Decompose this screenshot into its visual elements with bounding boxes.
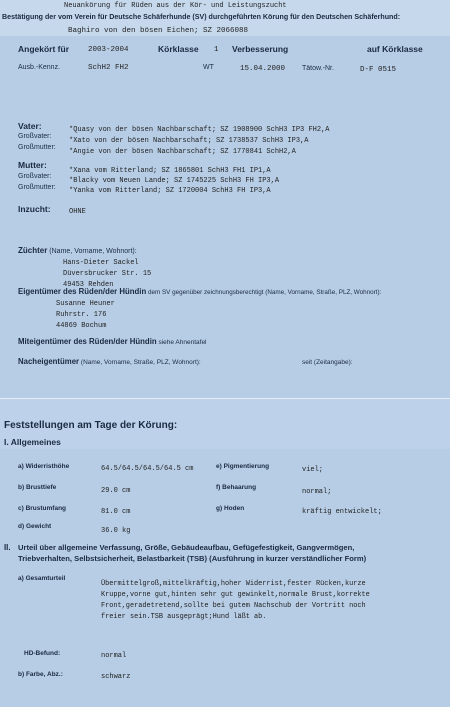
zuechter-line1: Hans-Dieter Sackel <box>63 259 139 267</box>
gewicht-label: d) Gewicht <box>18 523 52 530</box>
vater-value: *Quasy von der bösen Nachbarschaft; SZ 1908900 SchH3 IP3 FH2,A <box>69 126 330 134</box>
farbe-value: schwarz <box>101 673 131 681</box>
mutter-value: *Xana vom Ritterland; SZ 1865801 SchH3 FH1 IP1,A <box>69 167 271 175</box>
angekoert-label: Angekört für <box>18 44 69 54</box>
nacheigentuemer-sub: (Name, Vorname, Straße, PLZ, Wohnort): <box>80 359 201 366</box>
nacheigentuemer-seit: seit (Zeitangabe): <box>302 359 353 366</box>
behaarung-value: normal; <box>302 488 332 496</box>
gesamturteil-line: Kruppe,vorne gut,hinten sehr gut gewinkelt,normale Brust,korrekte <box>101 591 370 599</box>
pigmentierung-value: viel; <box>302 466 324 474</box>
verbesserung-label: Verbesserung <box>232 44 289 54</box>
inzucht-value: OHNE <box>69 208 86 216</box>
miteigentuemer-heading <box>18 337 207 346</box>
gesamturteil-line: Übermittelgroß,mittelkräftig,hoher Widerrist,fester Rücken,kurze <box>101 580 366 588</box>
section2-line1: Urteil über allgemeine Verfassung, Größe, Gebäudeaufbau, Gefügefestigkeit, Gangvermögen, <box>18 543 355 552</box>
hoden-value: kräftig entwickelt; <box>302 508 382 516</box>
gesamturteil-line: freier sein.TSB ausgeprägt;Hund läßt ab. <box>101 613 267 621</box>
eigentuemer-label: Eigentümer des Rüden/der Hündin <box>18 287 147 296</box>
zuechter-label: Züchter <box>18 246 48 255</box>
nacheigentuemer-label: Nacheigentümer <box>18 357 80 366</box>
header-line1: Neuankörung für Rüden aus der Kör- und Leistungszucht <box>64 2 287 10</box>
hoden-label: g) Hoden <box>216 505 245 512</box>
zuechter-line3: 49453 Rehden <box>63 281 114 289</box>
vater-gm-value: *Angie von der bösen Nachbarschaft; SZ 1770841 SchH2,A <box>69 148 296 156</box>
vater-gv-label: Großvater: <box>18 133 52 140</box>
gesamturteil-line: Front,geradetretend,sollte bei gutem Nachschub der Vortritt noch <box>101 602 366 610</box>
mutter-gv-value: *Blacky vom Neuen Lande; SZ 1745225 SchH3 FH IP3,A <box>69 177 280 185</box>
eigentuemer-line1: Susanne Heuner <box>56 300 115 308</box>
taetow-value: D-F 0515 <box>360 66 397 74</box>
inzucht-label: Inzucht: <box>18 204 51 214</box>
mutter-gm-value: *Yanka vom Ritterland; SZ 1720004 SchH3 FH IP3,A <box>69 187 271 195</box>
koerklasse-value: 1 <box>214 46 219 54</box>
hd-befund-value: normal <box>101 652 127 660</box>
widerristhoehe-value: 64.5/64.5/64.5/64.5 cm <box>101 465 194 473</box>
vater-gm-label: Großmutter: <box>18 144 56 151</box>
eigentuemer-heading <box>18 287 381 296</box>
section1-title: I. Allgemeines <box>4 437 61 447</box>
dog-name: Baghiro von den bösen Eichen; SZ 2066088 <box>68 27 249 35</box>
miteigentuemer-sub: siehe Ahnentafel <box>158 339 207 346</box>
eigentuemer-line2: Ruhrstr. 176 <box>56 311 107 319</box>
behaarung-label: f) Behaarung <box>216 484 257 491</box>
vater-label: Vater: <box>18 121 42 131</box>
section2-line2: Triebverhalten, Selbstsicherheit, Belastbarkeit (TSB) (Ausführung in kurzer verständlicher Form) <box>18 554 367 563</box>
ausb-value: SchH2 FH2 <box>88 64 129 72</box>
angekoert-value: 2003-2004 <box>88 46 129 54</box>
mutter-gm-label: Großmutter: <box>18 184 56 191</box>
zuechter-sub: (Name, Vorname, Wohnort): <box>49 248 137 255</box>
farbe-label: b) Farbe, Abz.: <box>18 671 63 678</box>
brustumfang-value: 81.0 cm <box>101 508 131 516</box>
ausb-label: Ausb.-Kennz. <box>18 64 61 71</box>
eigentuemer-line3: 44869 Bochum <box>56 322 107 330</box>
brustumfang-label: c) Brustumfang <box>18 505 67 512</box>
gewicht-value: 36.0 kg <box>101 527 131 535</box>
mutter-label: Mutter: <box>18 160 47 170</box>
gesamturteil-label: a) Gesamturteil <box>18 575 66 582</box>
miteigentuemer-label: Miteigentümer des Rüden/der Hündin <box>18 337 157 346</box>
hd-befund-label: HD-Befund: <box>24 650 61 657</box>
header-title: Bestätigung der vom Verein für Deutsche Schäferhunde (SV) durchgeführten Körung für den Deutschen Schäferhund: <box>2 13 401 21</box>
taetow-label: Tätow.-Nr. <box>302 65 334 72</box>
vater-gv-value: *Xato von der bösen Nachbarschaft; SZ 1738537 SchH3 IP3,A <box>69 137 309 145</box>
brusttiefe-value: 29.0 cm <box>101 487 131 495</box>
mutter-gv-label: Großvater: <box>18 173 52 180</box>
widerristhoehe-label: a) Widerristhöhe <box>18 463 70 470</box>
feststellungen-title: Feststellungen am Tage der Körung: <box>4 420 178 431</box>
wt-value: 15.04.2000 <box>240 65 286 73</box>
section2-number: II. <box>4 543 11 552</box>
nacheigentuemer-heading <box>18 357 201 366</box>
zuechter-heading <box>18 246 137 255</box>
brusttiefe-label: b) Brusttiefe <box>18 484 57 491</box>
zuechter-line2: Düversbrucker Str. 15 <box>63 270 152 278</box>
koerklasse-label: Körklasse <box>158 44 199 54</box>
pigmentierung-label: e) Pigmentierung <box>216 463 270 470</box>
eigentuemer-sub: dem SV gegenüber zeichnungsberechtigt (Name, Vorname, Straße, PLZ, Wohnort): <box>147 289 382 296</box>
wt-label: WT <box>203 64 214 71</box>
auf-koerklasse-label: auf Körklasse <box>367 44 423 54</box>
